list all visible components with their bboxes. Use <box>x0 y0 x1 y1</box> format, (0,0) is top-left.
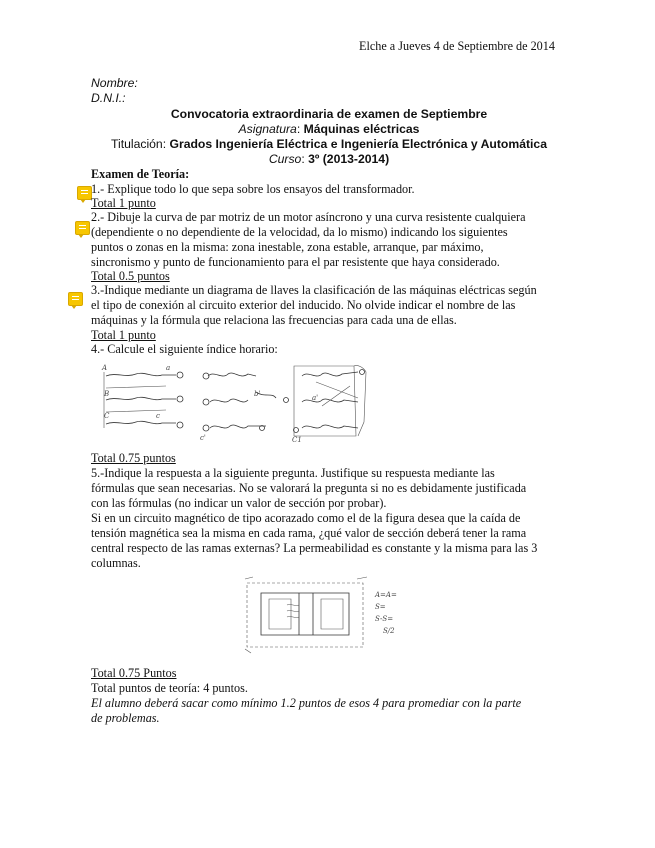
question-2-line: (dependiente o no dependiente de la velocidad, da lo mismo) indicando los siguientes <box>91 225 508 239</box>
question-2-line: puntos o zonas en la misma: zona inestable, zona estable, arranque, par máximo, <box>91 240 484 254</box>
svg-text:A=A=: A=A= <box>375 591 397 599</box>
svg-text:b': b' <box>254 390 261 398</box>
svg-text:A: A <box>102 364 108 372</box>
magnetic-circuit-sketch <box>243 577 423 655</box>
question-5-line: central respecto de las ramas externas? La permeabilidad es constante y la misma para las 3 <box>91 541 538 555</box>
question-3-total: Total 1 punto <box>91 328 156 342</box>
svg-text:S/2: S/2 <box>383 627 395 635</box>
course-label: Curso <box>268 152 302 166</box>
question-5-line: Si en un circuito magnético de tipo acorazado como el de la figura desea que la caída de <box>91 511 521 525</box>
question-3-line: el tipo de conexión al circuito exterior del inducido. No olvide indicar el nombre de las <box>91 298 516 312</box>
transformer-connection-sketch <box>96 362 456 444</box>
subject-line: Asignatura: Máquinas eléctricas <box>238 122 420 136</box>
question-4-line: 4.- Calcule el siguiente índice horario: <box>91 342 278 356</box>
svg-text:c: c <box>156 412 160 420</box>
question-1-total: Total 1 punto <box>91 196 156 210</box>
svg-text:a': a' <box>312 394 319 402</box>
date-line: Elche a Jueves 4 de Septiembre de 2014 <box>359 39 555 53</box>
degree-value: Grados Ingeniería Eléctrica e Ingeniería Electrónica y Automática <box>169 137 547 151</box>
comment-icon[interactable] <box>68 292 83 306</box>
question-5-total: Total 0.75 Puntos <box>91 666 177 680</box>
question-5-line: columnas. <box>91 556 141 570</box>
degree-label: Titulación: <box>111 137 167 151</box>
svg-text:c': c' <box>200 434 206 442</box>
question-5-line: con las fórmulas (no indicar un valor de sección por probar). <box>91 496 387 510</box>
svg-text:C: C <box>104 412 110 420</box>
question-5-line: 5.-Indique la respuesta a la siguiente pregunta. Justifique su respuesta mediante las <box>91 466 495 480</box>
svg-text:a: a <box>166 364 171 372</box>
svg-text:S-S=: S-S= <box>375 615 394 623</box>
subject-label: Asignatura <box>238 122 297 136</box>
theory-heading: Examen de Teoría: <box>91 167 190 181</box>
degree-line <box>90 137 568 152</box>
dni-label: D.N.I.: <box>91 91 126 105</box>
subject-value: Máquinas eléctricas <box>303 122 420 136</box>
question-2-total: Total 0.5 puntos <box>91 269 170 283</box>
exam-title: Convocatoria extraordinaria de examen de Septiembre <box>170 107 488 121</box>
svg-text:B: B <box>104 390 110 398</box>
svg-text:C1: C1 <box>292 436 302 444</box>
question-5-line: tensión magnética sea la misma en cada rama, ¿qué valor de sección deberá tener la rama <box>91 526 527 540</box>
course-line: Curso: 3º (2013-2014) <box>268 152 390 166</box>
question-1-line: 1.- Explique todo lo que sepa sobre los ensayos del transformador. <box>91 182 415 196</box>
comment-icon[interactable] <box>77 186 92 200</box>
course-value: 3º (2013-2014) <box>308 152 390 166</box>
theory-total-points: Total puntos de teoría: 4 puntos. <box>91 681 248 695</box>
question-5-line: fórmulas que sean necesarias. No se valorará la pregunta si no es debidamente justificada <box>91 481 527 495</box>
question-3-line: 3.-Indique mediante un diagrama de llaves la clasificación de las máquinas eléctricas según <box>91 283 537 297</box>
question-3-line: máquinas y la fórmula que relaciona las frecuencias para cada una de ellas. <box>91 313 457 327</box>
question-2-line: sincronismo y punto de funcionamiento para el par resistente que haya considerado. <box>91 255 500 269</box>
name-label: Nombre: <box>91 76 138 90</box>
passing-note-line: de problemas. <box>91 711 160 725</box>
question-2-line: 2.- Dibuje la curva de par motriz de un motor asíncrono y una curva resistente cualquiera <box>91 210 526 224</box>
passing-note-line: El alumno deberá sacar como mínimo 1.2 puntos de esos 4 para promediar con la parte <box>91 696 522 710</box>
svg-text:S=: S= <box>375 603 386 611</box>
comment-icon[interactable] <box>75 221 90 235</box>
question-4-total: Total 0.75 puntos <box>91 451 176 465</box>
